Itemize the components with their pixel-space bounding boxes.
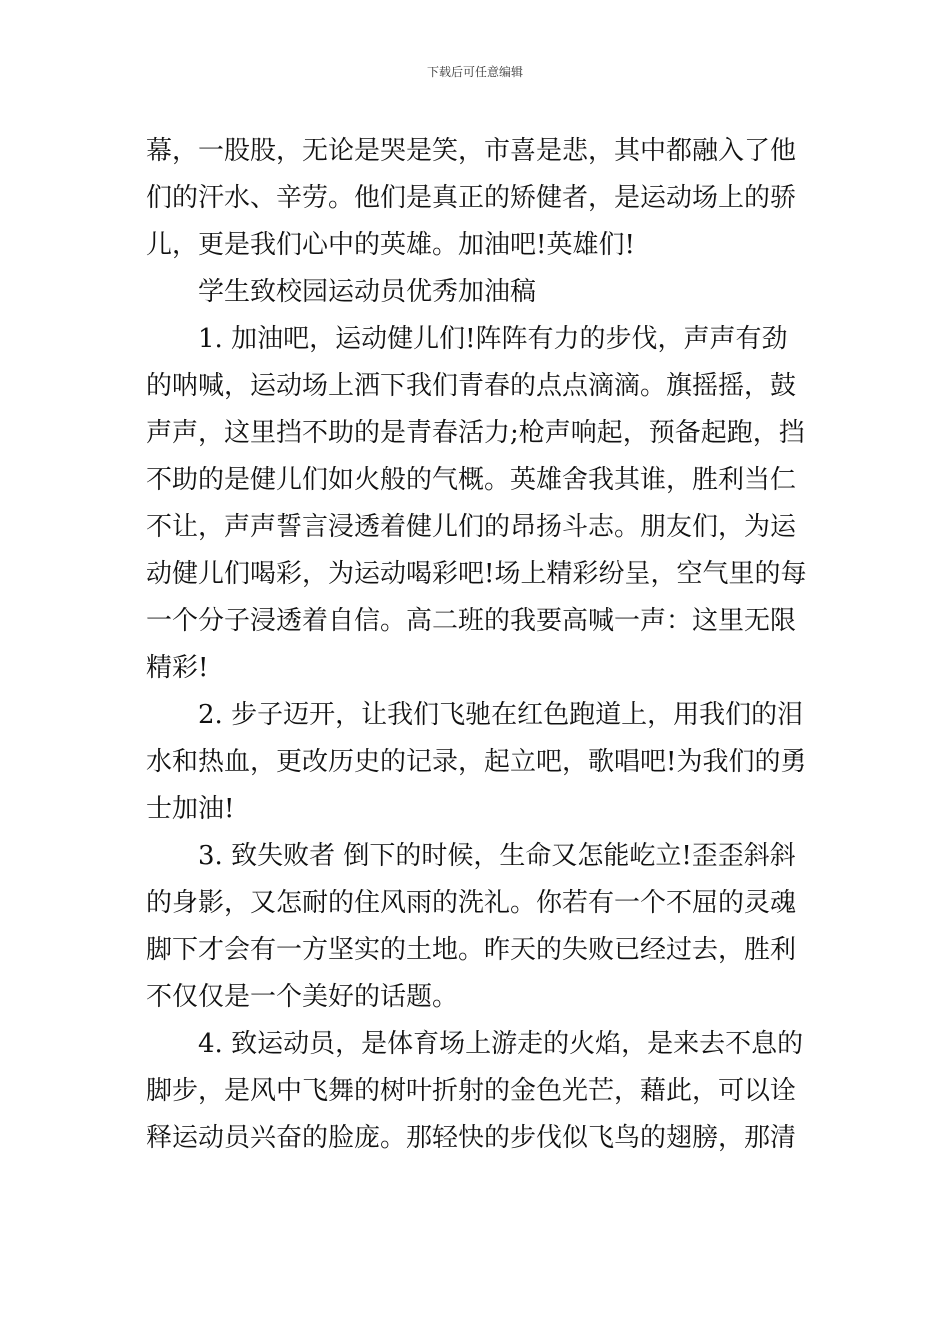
text-line: 不助的是健儿们如火般的气概。英雄舍我其谁，胜利当仁	[146, 465, 797, 495]
text-line: 不让，声声誓言浸透着健儿们的昂扬斗志。朋友们，为运	[146, 512, 797, 542]
text-line: 的呐喊，运动场上洒下我们青春的点点滴滴。旗摇摇，鼓	[146, 371, 797, 401]
text-line: 释运动员兴奋的脸庞。那轻快的步伐似飞鸟的翅膀，那清	[146, 1123, 797, 1153]
text-line: 的身影，又怎耐的住风雨的洗礼。你若有一个不屈的灵魂	[146, 888, 797, 918]
paragraph-start-4: 4. 致运动员，是体育场上游走的火焰，是来去不息的	[198, 1029, 804, 1059]
page-header: 下载后可任意编辑	[426, 65, 523, 79]
text-line: 脚下才会有一方坚实的土地。昨天的失败已经过去，胜利	[146, 935, 797, 965]
paragraph-start-3: 3. 致失败者 倒下的时候，生命又怎能屹立!歪歪斜斜	[198, 841, 796, 871]
paragraph-start-1: 1. 加油吧，运动健儿们!阵阵有力的步伐，声声有劲	[198, 324, 788, 354]
text-line: 精彩!	[146, 653, 209, 683]
text-line: 幕，一股股，无论是哭是笑，市喜是悲，其中都融入了他	[146, 136, 797, 166]
text-line: 一个分子浸透着自信。高二班的我要高喊一声：这里无限	[146, 606, 797, 636]
text-line: 不仅仅是一个美好的话题。	[146, 982, 459, 1012]
section-heading: 学生致校园运动员优秀加油稿	[198, 277, 537, 307]
text-line: 士加油!	[146, 794, 235, 824]
text-line: 脚步，是风中飞舞的树叶折射的金色光芒，藉此，可以诠	[146, 1076, 797, 1106]
text-line: 水和热血，更改历史的记录，起立吧，歌唱吧!为我们的勇	[146, 747, 807, 777]
paragraph-start-2: 2. 步子迈开，让我们飞驰在红色跑道上，用我们的泪	[198, 700, 804, 730]
text-line: 声声，这里挡不助的是青春活力;枪声响起，预备起跑，挡	[146, 418, 805, 448]
document-body	[146, 128, 806, 1162]
text-line: 动健儿们喝彩，为运动喝彩吧!场上精彩纷呈，空气里的每	[146, 559, 807, 589]
text-line: 们的汗水、辛劳。他们是真正的矫健者，是运动场上的骄	[146, 183, 797, 213]
text-line: 儿，更是我们心中的英雄。加油吧!英雄们!	[146, 230, 635, 260]
